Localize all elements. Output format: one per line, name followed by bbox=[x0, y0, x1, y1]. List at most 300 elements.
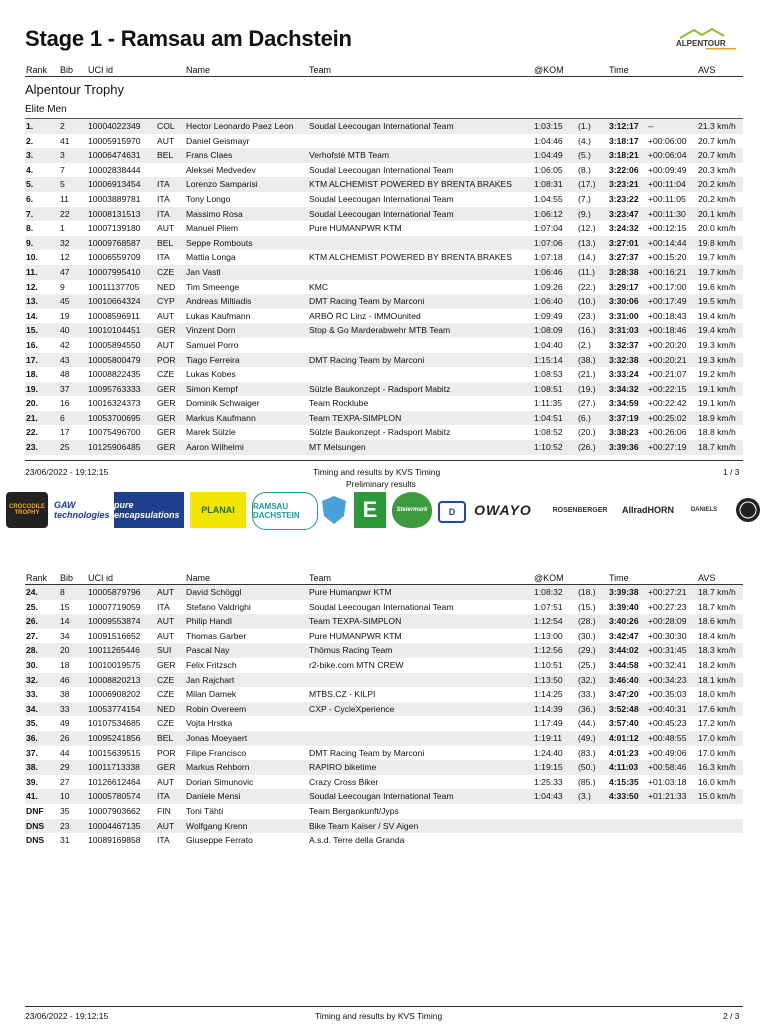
cell-avs: 18.4 km/h bbox=[698, 630, 736, 641]
cell-rank: 5. bbox=[26, 179, 34, 190]
cell-avs: 18.7 km/h bbox=[698, 442, 736, 453]
table-row bbox=[25, 119, 743, 134]
cell-uci: 10126612464 bbox=[88, 776, 141, 787]
cell-rank: 3. bbox=[26, 150, 34, 161]
cell-time: 4:01:23 bbox=[609, 747, 639, 758]
cell-name: Aaron Wilhelmi bbox=[186, 442, 244, 453]
cell-name: Samuel Porro bbox=[186, 339, 239, 350]
cell-kom: 1:08:09 bbox=[534, 325, 563, 336]
cell-time: 3:38:23 bbox=[609, 427, 639, 438]
table-row bbox=[25, 134, 743, 149]
cell-time: 4:01:12 bbox=[609, 732, 639, 743]
table-row bbox=[25, 585, 743, 600]
header-time: Time bbox=[609, 573, 629, 583]
cell-gap: +00:15:20 bbox=[648, 252, 687, 263]
table-row bbox=[25, 221, 743, 236]
cell-team: MTBS.CZ - KILPI bbox=[309, 689, 376, 700]
cell-rank: 26. bbox=[26, 616, 38, 627]
cell-uci: 10008131513 bbox=[88, 208, 141, 219]
table-row bbox=[25, 804, 743, 819]
table-row bbox=[25, 833, 743, 848]
cell-team: Thömus Racing Team bbox=[309, 645, 393, 656]
cell-rank: 18. bbox=[26, 369, 38, 380]
cell-uci: 10010664324 bbox=[88, 296, 141, 307]
cell-team: Pure HUMANPWR KTM bbox=[309, 223, 402, 234]
cell-time: 3:27:01 bbox=[609, 237, 639, 248]
cell-pos: (28.) bbox=[578, 616, 596, 627]
cell-rank: 8. bbox=[26, 223, 34, 234]
cell-team: Sülzle Baukonzept - Radsport Mabitz bbox=[309, 383, 451, 394]
table-row bbox=[25, 440, 743, 455]
cell-rank: 36. bbox=[26, 732, 38, 743]
table-row bbox=[25, 353, 743, 368]
cell-rank: 10. bbox=[26, 252, 38, 263]
table-row bbox=[25, 819, 743, 834]
cell-bib: 23 bbox=[60, 820, 70, 831]
sponsor-crocodile: CROCODILE TROPHY bbox=[6, 492, 48, 528]
cell-bib: 35 bbox=[60, 805, 70, 816]
cell-rank: 20. bbox=[26, 398, 38, 409]
cell-gap: +00:20:20 bbox=[648, 339, 687, 350]
cell-time: 3:12:17 bbox=[609, 121, 639, 131]
cell-name: Lukas Kobes bbox=[186, 369, 236, 380]
cell-avs: 16.0 km/h bbox=[698, 776, 736, 787]
cell-avs: 20.0 km/h bbox=[698, 223, 736, 234]
cell-uci: 10095241856 bbox=[88, 732, 141, 743]
cell-nat: AUT bbox=[157, 587, 175, 597]
cell-bib: 12 bbox=[60, 252, 70, 263]
cell-kom: 1:08:53 bbox=[534, 369, 563, 380]
cell-rank: DNS bbox=[26, 820, 45, 831]
header-rank: Rank bbox=[26, 573, 48, 583]
cell-nat: AUT bbox=[157, 339, 175, 350]
cell-uci: 10009553874 bbox=[88, 616, 141, 627]
cell-team: Stop & Go Marderabwehr MTB Team bbox=[309, 325, 451, 336]
cell-bib: 42 bbox=[60, 339, 70, 350]
cell-name: Milan Damek bbox=[186, 689, 237, 700]
cell-bib: 45 bbox=[60, 296, 70, 307]
cell-bib: 43 bbox=[60, 354, 70, 365]
table-row bbox=[25, 207, 743, 222]
cell-time: 3:39:40 bbox=[609, 601, 639, 612]
cell-avs: 20.3 km/h bbox=[698, 164, 736, 175]
table-row bbox=[25, 760, 743, 775]
cell-name: Mattia Longa bbox=[186, 252, 236, 263]
table-row bbox=[25, 411, 743, 426]
cell-nat: GER bbox=[157, 659, 176, 670]
cell-name: Jan Rajchart bbox=[186, 674, 235, 685]
cell-team: DMT Racing Team by Marconi bbox=[309, 354, 425, 365]
cell-pos: (19.) bbox=[578, 383, 596, 394]
cell-team: KTM ALCHEMIST POWERED BY BRENTA BRAKES bbox=[309, 179, 512, 190]
cell-gap: +00:27:21 bbox=[648, 587, 687, 597]
cell-name: Dorian Simunovic bbox=[186, 776, 254, 787]
cell-rank: 37. bbox=[26, 747, 38, 758]
section-title: Alpentour Trophy bbox=[25, 82, 125, 97]
cell-avs: 17.2 km/h bbox=[698, 718, 736, 729]
cell-team: Team TEXPA-SIMPLON bbox=[309, 412, 402, 423]
cell-pos: (22.) bbox=[578, 281, 596, 292]
sponsor-rosenberger: ROSENBERGER bbox=[552, 506, 608, 514]
cell-uci: 10011713338 bbox=[88, 762, 140, 773]
cell-bib: 40 bbox=[60, 325, 70, 336]
sponsor-ramsau: RAMSAU DACHSTEIN bbox=[252, 492, 318, 530]
header-avs: AVS bbox=[698, 65, 716, 75]
cell-kom: 1:04:55 bbox=[534, 193, 563, 204]
cell-name: Stefano Valdrighi bbox=[186, 601, 251, 612]
category-label: Elite Men bbox=[25, 104, 743, 119]
cell-team: CXP - CycleXperience bbox=[309, 703, 395, 714]
cell-kom: 1:15:14 bbox=[534, 354, 563, 365]
cell-time: 4:33:50 bbox=[609, 791, 639, 802]
cell-time: 3:47:20 bbox=[609, 689, 639, 700]
header-kom: @KOM bbox=[534, 65, 564, 75]
cell-nat: NED bbox=[157, 703, 176, 714]
cell-team: Pure HUMANPWR KTM bbox=[309, 630, 402, 641]
cell-pos: (18.) bbox=[578, 587, 596, 597]
cell-rank: 24. bbox=[26, 587, 38, 597]
cell-pos: (83.) bbox=[578, 747, 596, 758]
table-row bbox=[25, 309, 743, 324]
cell-gap: +00:21:07 bbox=[648, 369, 687, 380]
table-row bbox=[25, 163, 743, 178]
cell-kom: 1:04:51 bbox=[534, 412, 563, 423]
cell-time: 3:44:02 bbox=[609, 645, 639, 656]
cell-kom: 1:06:40 bbox=[534, 296, 563, 307]
cell-nat: GER bbox=[157, 442, 176, 453]
cell-avs: 17.0 km/h bbox=[698, 732, 736, 743]
table-row bbox=[25, 614, 743, 629]
cell-name: Daniele Mensi bbox=[186, 791, 241, 802]
cell-bib: 32 bbox=[60, 237, 70, 248]
cell-name: Jonas Moeyaert bbox=[186, 732, 248, 743]
sponsor-owayo: OWAYO bbox=[474, 502, 532, 518]
table-header bbox=[25, 62, 743, 77]
cell-name: Vojta Hrstka bbox=[186, 718, 233, 729]
cell-kom: 1:07:06 bbox=[534, 237, 563, 248]
cell-bib: 15 bbox=[60, 601, 70, 612]
cell-gap: +00:27:23 bbox=[648, 601, 687, 612]
cell-uci: 10006913454 bbox=[88, 179, 141, 190]
cell-time: 3:22:06 bbox=[609, 164, 639, 175]
table-row bbox=[25, 775, 743, 790]
cell-rank: 14. bbox=[26, 310, 38, 321]
cell-name: Lorenzo Samparisi bbox=[186, 179, 258, 190]
cell-uci: 10125906485 bbox=[88, 442, 141, 453]
cell-avs: 19.7 km/h bbox=[698, 266, 736, 277]
cell-name: Simon Kempf bbox=[186, 383, 238, 394]
alpentour-logo bbox=[672, 26, 742, 52]
footer-divider-page2 bbox=[25, 1006, 743, 1007]
cell-avs: 18.9 km/h bbox=[698, 412, 736, 423]
cell-team: r2-bike.com MTN CREW bbox=[309, 659, 404, 670]
cell-rank: 28. bbox=[26, 645, 38, 656]
cell-rank: 2. bbox=[26, 135, 34, 146]
cell-name: Markus Kaufmann bbox=[186, 412, 256, 423]
cell-bib: 48 bbox=[60, 369, 70, 380]
cell-avs: 18.8 km/h bbox=[698, 427, 736, 438]
footer-timing: Timing and results by KVS Timing bbox=[315, 1011, 443, 1021]
table-row bbox=[25, 687, 743, 702]
cell-uci: 10107534685 bbox=[88, 718, 141, 729]
footer-page: 2 / 3 bbox=[723, 1011, 740, 1021]
cell-pos: (30.) bbox=[578, 630, 596, 641]
cell-time: 3:42:47 bbox=[609, 630, 639, 641]
cell-time: 4:11:03 bbox=[609, 762, 639, 773]
cell-rank: 17. bbox=[26, 354, 38, 365]
table-row bbox=[25, 148, 743, 163]
cell-bib: 38 bbox=[60, 689, 70, 700]
cell-uci: 10091516652 bbox=[88, 630, 141, 641]
cell-uci: 10007903662 bbox=[88, 805, 141, 816]
cell-team: KMC bbox=[309, 281, 329, 292]
cell-time: 3:34:59 bbox=[609, 398, 639, 409]
cell-name: Thomas Garber bbox=[186, 630, 247, 641]
cell-avs: 19.4 km/h bbox=[698, 325, 736, 336]
cell-rank: 12. bbox=[26, 281, 38, 292]
cell-team: MT Melsungen bbox=[309, 442, 366, 453]
cell-bib: 49 bbox=[60, 718, 70, 729]
header-time: Time bbox=[609, 65, 629, 75]
cell-gap: +00:34:23 bbox=[648, 674, 687, 685]
cell-kom: 1:25:33 bbox=[534, 776, 563, 787]
cell-name: Filipe Francisco bbox=[186, 747, 247, 758]
cell-pos: (38.) bbox=[578, 354, 596, 365]
header-avs: AVS bbox=[698, 573, 716, 583]
cell-avs: 18.2 km/h bbox=[698, 659, 736, 670]
cell-team: Soudal Leecougan International Team bbox=[309, 601, 454, 612]
footer-divider bbox=[25, 460, 743, 461]
page-title: Stage 1 - Ramsau am Dachstein bbox=[25, 26, 352, 51]
cell-name: Vinzent Dorn bbox=[186, 325, 236, 336]
cell-gap: +00:11:05 bbox=[648, 193, 686, 204]
cell-uci: 10016324373 bbox=[88, 398, 141, 409]
cell-kom: 1:10:51 bbox=[534, 659, 563, 670]
cell-uci: 10010104451 bbox=[88, 325, 141, 336]
cell-kom: 1:07:18 bbox=[534, 252, 563, 263]
cell-avs: 19.8 km/h bbox=[698, 237, 736, 248]
cell-time: 3:29:17 bbox=[609, 281, 639, 292]
cell-nat: ITA bbox=[157, 252, 170, 263]
cell-pos: (8.) bbox=[578, 164, 591, 175]
cell-uci: 10006908202 bbox=[88, 689, 141, 700]
cell-team: DMT Racing Team by Marconi bbox=[309, 747, 425, 758]
table-row bbox=[25, 280, 743, 295]
footer-timing: Timing and results by KVS Timing bbox=[313, 467, 441, 477]
cell-bib: 44 bbox=[60, 747, 70, 758]
cell-pos: (27.) bbox=[578, 398, 596, 409]
cell-nat: BEL bbox=[157, 150, 174, 161]
cell-gap: +00:18:46 bbox=[648, 325, 687, 336]
cell-gap: +00:48:55 bbox=[648, 732, 687, 743]
cell-pos: (17.) bbox=[578, 179, 596, 190]
cell-pos: (85.) bbox=[578, 776, 596, 787]
cell-name: Andreas Miltiadis bbox=[186, 296, 252, 307]
cell-kom: 1:04:49 bbox=[534, 150, 563, 161]
cell-nat: ITA bbox=[157, 791, 170, 802]
cell-name: Felix Fritzsch bbox=[186, 659, 237, 670]
cell-gap: +00:17:49 bbox=[648, 296, 687, 307]
cell-team: Bike Team Kaiser / SV Aigen bbox=[309, 820, 419, 831]
cell-team: Soudal Leecougan International Team bbox=[309, 121, 454, 131]
cell-avs: 20.2 km/h bbox=[698, 179, 736, 190]
shield-icon bbox=[320, 494, 348, 526]
cell-name: Wolfgang Krenn bbox=[186, 820, 248, 831]
cell-uci: 10009768587 bbox=[88, 237, 141, 248]
cell-pos: (5.) bbox=[578, 150, 591, 161]
cell-uci: 10007719059 bbox=[88, 601, 141, 612]
cell-team: Verhofsté MTB Team bbox=[309, 150, 390, 161]
cell-gap: +00:45:23 bbox=[648, 718, 687, 729]
cell-rank: 1. bbox=[26, 121, 34, 131]
cell-pos: (16.) bbox=[578, 325, 596, 336]
cell-bib: 2 bbox=[60, 121, 65, 131]
cell-time: 3:28:38 bbox=[609, 266, 639, 277]
results-table-page1 bbox=[25, 119, 743, 455]
header-team: Team bbox=[309, 573, 332, 583]
cell-gap: +00:06:00 bbox=[648, 135, 687, 146]
cell-time: 3:31:03 bbox=[609, 325, 639, 336]
cell-pos: (12.) bbox=[578, 223, 596, 234]
cell-nat: FIN bbox=[157, 805, 171, 816]
cell-kom: 1:11:35 bbox=[534, 398, 563, 409]
cell-gap: +00:12:15 bbox=[648, 223, 687, 234]
cell-bib: 20 bbox=[60, 645, 70, 656]
table-row bbox=[25, 367, 743, 382]
cell-time: 3:23:21 bbox=[609, 179, 639, 190]
cell-bib: 33 bbox=[60, 703, 70, 714]
table-row bbox=[25, 192, 743, 207]
cell-time: 3:27:37 bbox=[609, 252, 639, 263]
cell-rank: 22. bbox=[26, 427, 38, 438]
cell-gap: +00:58:46 bbox=[648, 762, 687, 773]
cell-name: David Schöggl bbox=[186, 587, 242, 597]
cell-kom: 1:09:49 bbox=[534, 310, 563, 321]
cell-pos: (21.) bbox=[578, 369, 596, 380]
header-name: Name bbox=[186, 573, 211, 583]
cell-pos: (50.) bbox=[578, 762, 596, 773]
cell-uci: 10004467135 bbox=[88, 820, 141, 831]
cell-team: DMT Racing Team by Marconi bbox=[309, 296, 425, 307]
cell-name: Giuseppe Ferrato bbox=[186, 835, 253, 846]
cell-bib: 3 bbox=[60, 150, 65, 161]
cell-bib: 37 bbox=[60, 383, 70, 394]
cell-time: 3:40:26 bbox=[609, 616, 639, 627]
cell-bib: 46 bbox=[60, 674, 70, 685]
cell-kom: 1:12:56 bbox=[534, 645, 563, 656]
cell-time: 3:23:22 bbox=[609, 193, 639, 204]
cell-avs: 20.7 km/h bbox=[698, 135, 736, 146]
cell-bib: 29 bbox=[60, 762, 70, 773]
cell-avs: 19.5 km/h bbox=[698, 296, 736, 307]
header-kom: @KOM bbox=[534, 573, 564, 583]
cell-gap: +00:11:30 bbox=[648, 208, 686, 219]
cell-nat: CZE bbox=[157, 674, 175, 685]
cell-nat: AUT bbox=[157, 616, 175, 627]
table-row bbox=[25, 323, 743, 338]
cell-nat: GER bbox=[157, 762, 176, 773]
sponsor-banner bbox=[0, 488, 768, 532]
cell-bib: 47 bbox=[60, 266, 70, 277]
table-row bbox=[25, 250, 743, 265]
table-row bbox=[25, 643, 743, 658]
cell-name: Jan Vastl bbox=[186, 266, 221, 277]
cell-time: 3:23:47 bbox=[609, 208, 639, 219]
cell-pos: (7.) bbox=[578, 193, 591, 204]
cell-avs: 17.0 km/h bbox=[698, 747, 736, 758]
header-name: Name bbox=[186, 65, 211, 75]
cell-bib: 27 bbox=[60, 776, 70, 787]
cell-gap: +00:20:21 bbox=[648, 354, 687, 365]
cell-bib: 14 bbox=[60, 616, 70, 627]
cell-rank: 39. bbox=[26, 776, 38, 787]
cell-uci: 10008822435 bbox=[88, 369, 141, 380]
table-row bbox=[25, 177, 743, 192]
table-row bbox=[25, 382, 743, 397]
footer-prelim: Preliminary results bbox=[346, 479, 416, 489]
cell-time: 3:33:24 bbox=[609, 369, 639, 380]
cell-kom: 1:12:54 bbox=[534, 616, 563, 627]
cell-rank: 34. bbox=[26, 703, 38, 714]
table-row bbox=[25, 731, 743, 746]
cell-kom: 1:19:11 bbox=[534, 732, 563, 743]
cell-avs: 18.7 km/h bbox=[698, 587, 736, 597]
cell-nat: AUT bbox=[157, 310, 175, 321]
cell-avs: 16.3 km/h bbox=[698, 762, 736, 773]
cell-uci: 10005780574 bbox=[88, 791, 141, 802]
cell-gap: +00:22:15 bbox=[648, 383, 687, 394]
cell-team: Soudal Leecougan International Team bbox=[309, 193, 454, 204]
cell-nat: CZE bbox=[157, 718, 175, 729]
cell-kom: 1:14:25 bbox=[534, 689, 563, 700]
cell-pos: (44.) bbox=[578, 718, 596, 729]
cell-name: Markus Rehborn bbox=[186, 762, 250, 773]
cell-pos: (49.) bbox=[578, 732, 596, 743]
cell-nat: AUT bbox=[157, 630, 175, 641]
cell-gap: +00:49:06 bbox=[648, 747, 687, 758]
cell-nat: COL bbox=[157, 121, 175, 131]
cell-kom: 1:19:15 bbox=[534, 762, 563, 773]
cell-pos: (29.) bbox=[578, 645, 596, 656]
cell-gap: +00:25:02 bbox=[648, 412, 687, 423]
cell-gap: +01:03:18 bbox=[648, 776, 687, 787]
cell-kom: 1:07:51 bbox=[534, 601, 563, 612]
cell-uci: 10005894550 bbox=[88, 339, 141, 350]
cell-name: Dominik Schwaiger bbox=[186, 398, 260, 409]
cell-uci: 10010019575 bbox=[88, 659, 141, 670]
cell-gap: +00:27:19 bbox=[648, 442, 687, 453]
cell-name: Daniel Geismayr bbox=[186, 135, 250, 146]
cell-pos: (10.) bbox=[578, 296, 596, 307]
table-header-page2 bbox=[25, 570, 743, 585]
cell-avs: 19.1 km/h bbox=[698, 383, 736, 394]
cell-name: Manuel Pliem bbox=[186, 223, 239, 234]
cell-uci: 10011265446 bbox=[88, 645, 140, 656]
cell-pos: (26.) bbox=[578, 442, 596, 453]
cell-team: ARBÖ RC Linz - IMMOunited bbox=[309, 310, 421, 321]
cell-nat: ITA bbox=[157, 601, 170, 612]
header-team: Team bbox=[309, 65, 332, 75]
header-bib: Bib bbox=[60, 65, 74, 75]
cell-avs: 18.0 km/h bbox=[698, 689, 736, 700]
cell-uci: 10095763333 bbox=[88, 383, 141, 394]
cell-pos: (2.) bbox=[578, 339, 591, 350]
cell-bib: 1 bbox=[60, 223, 65, 234]
round-badge-icon bbox=[734, 496, 762, 524]
cell-avs: 15.0 km/h bbox=[698, 791, 736, 802]
cell-nat: BEL bbox=[157, 732, 174, 743]
cell-time: 4:15:35 bbox=[609, 776, 639, 787]
